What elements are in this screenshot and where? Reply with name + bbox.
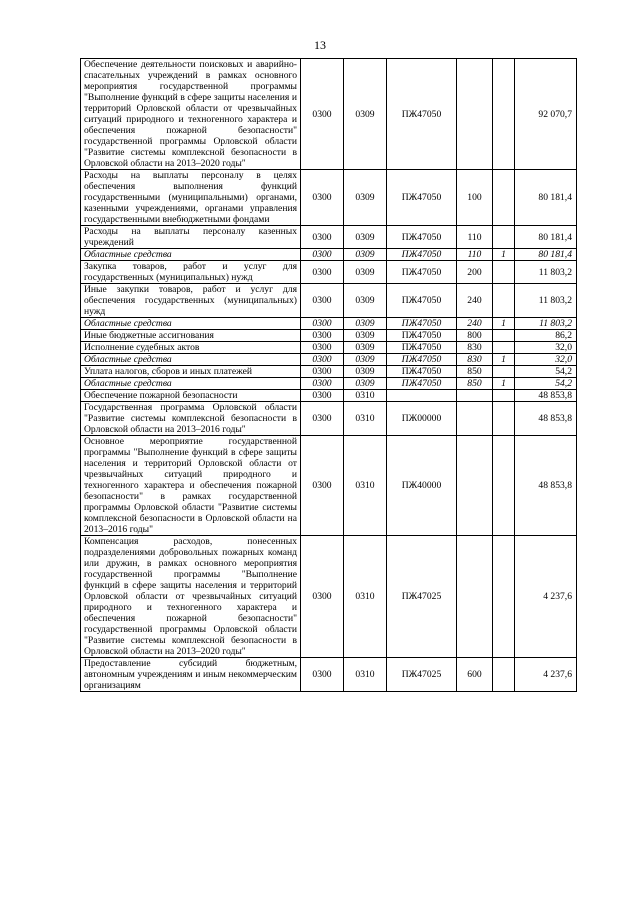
section-code-cell: 0300 [301, 354, 344, 366]
amount-cell: 54,2 [515, 366, 577, 378]
amount-cell: 11 803,2 [515, 261, 577, 284]
section-code-cell: 0300 [301, 59, 344, 170]
target-article-cell: ПЖ47050 [387, 330, 457, 342]
target-article-cell: ПЖ47050 [387, 261, 457, 284]
row-name-cell: Областные средства [81, 378, 301, 390]
subsection-code-cell: 0309 [344, 249, 387, 261]
subsection-code-cell: 0309 [344, 170, 387, 226]
row-name-cell: Закупка товаров, работ и услуг для государственных (муниципальных) нужд [81, 261, 301, 284]
target-article-cell: ПЖ47050 [387, 284, 457, 318]
subsection-code-cell: 0309 [344, 330, 387, 342]
subsection-code-cell: 0310 [344, 536, 387, 658]
expense-type-cell: 110 [457, 226, 493, 249]
expense-type-cell: 240 [457, 318, 493, 330]
table-row [81, 249, 577, 261]
expense-type-cell: 850 [457, 366, 493, 378]
funding-source-cell [493, 402, 515, 436]
amount-cell: 48 853,8 [515, 436, 577, 536]
table-row [81, 436, 577, 536]
funding-source-cell [493, 226, 515, 249]
target-article-cell: ПЖ47050 [387, 366, 457, 378]
expense-type-cell [457, 436, 493, 536]
subsection-code-cell: 0309 [344, 342, 387, 354]
row-name-cell: Областные средства [81, 318, 301, 330]
funding-source-cell [493, 536, 515, 658]
budget-table [80, 58, 577, 692]
section-code-cell: 0300 [301, 170, 344, 226]
subsection-code-cell: 0309 [344, 366, 387, 378]
funding-source-cell [493, 59, 515, 170]
budget-table-body [81, 59, 577, 692]
amount-cell: 86,2 [515, 330, 577, 342]
expense-type-cell: 200 [457, 261, 493, 284]
funding-source-cell [493, 284, 515, 318]
subsection-code-cell: 0309 [344, 226, 387, 249]
expense-type-cell [457, 59, 493, 170]
expense-type-cell: 850 [457, 378, 493, 390]
amount-cell: 4 237,6 [515, 536, 577, 658]
expense-type-cell: 240 [457, 284, 493, 318]
expense-type-cell [457, 536, 493, 658]
expense-type-cell [457, 402, 493, 436]
target-article-cell: ПЖ47050 [387, 354, 457, 366]
section-code-cell: 0300 [301, 318, 344, 330]
funding-source-cell: 1 [493, 354, 515, 366]
subsection-code-cell: 0309 [344, 59, 387, 170]
amount-cell: 4 237,6 [515, 658, 577, 692]
target-article-cell: ПЖ47025 [387, 658, 457, 692]
section-code-cell: 0300 [301, 390, 344, 402]
table-row [81, 318, 577, 330]
section-code-cell: 0300 [301, 378, 344, 390]
row-name-cell: Областные средства [81, 249, 301, 261]
row-name-cell: Расходы на выплаты персоналу казенных учреждений [81, 226, 301, 249]
subsection-code-cell: 0309 [344, 284, 387, 318]
table-row [81, 284, 577, 318]
subsection-code-cell: 0309 [344, 354, 387, 366]
subsection-code-cell: 0309 [344, 378, 387, 390]
funding-source-cell [493, 170, 515, 226]
section-code-cell: 0300 [301, 249, 344, 261]
row-name-cell: Предоставление субсидий бюджетным, автономным учреждениям и иным некоммерческим организациям [81, 658, 301, 692]
row-name-cell: Областные средства [81, 354, 301, 366]
page-number: 13 [314, 38, 326, 52]
expense-type-cell: 800 [457, 330, 493, 342]
target-article-cell: ПЖ00000 [387, 402, 457, 436]
subsection-code-cell: 0309 [344, 318, 387, 330]
section-code-cell: 0300 [301, 366, 344, 378]
target-article-cell: ПЖ47050 [387, 249, 457, 261]
amount-cell: 80 181,4 [515, 226, 577, 249]
table-row [81, 378, 577, 390]
expense-type-cell [457, 390, 493, 402]
funding-source-cell [493, 261, 515, 284]
amount-cell: 32,0 [515, 342, 577, 354]
section-code-cell: 0300 [301, 284, 344, 318]
subsection-code-cell: 0310 [344, 436, 387, 536]
target-article-cell: ПЖ47050 [387, 59, 457, 170]
table-row [81, 226, 577, 249]
row-name-cell: Обеспечение пожарной безопасности [81, 390, 301, 402]
row-name-cell: Обеспечение деятельности поисковых и аварийно-спасательных учреждений в рамках основного мероприятия государственной программы "Выполнение функций в сфере защиты населения и территорий Орловской области от чрезвычайных ситуаций природного и техногенного характера и обеспечения пожарной безопасности" государственной программы Орловской области "Развитие системы комплексной безопасности в Орловской области на 2013–2020 годы" [81, 59, 301, 170]
target-article-cell: ПЖ47050 [387, 318, 457, 330]
table-row [81, 390, 577, 402]
row-name-cell: Компенсация расходов, понесенных подразделениями добровольных пожарных команд или дружин, в рамках основного мероприятия государственной программы "Выполнение функций в сфере защиты населения и территорий Орловской области от чрезвычайных ситуаций природного и техногенного характера и обеспечения пожарной безопасности" государственной программы Орловской области "Развитие системы комплексной безопасности в Орловской области на 2013–2020 годы" [81, 536, 301, 658]
expense-type-cell: 830 [457, 354, 493, 366]
target-article-cell: ПЖ47050 [387, 342, 457, 354]
amount-cell: 11 803,2 [515, 318, 577, 330]
expense-type-cell: 110 [457, 249, 493, 261]
funding-source-cell: 1 [493, 249, 515, 261]
amount-cell: 11 803,2 [515, 284, 577, 318]
section-code-cell: 0300 [301, 402, 344, 436]
amount-cell: 48 853,8 [515, 402, 577, 436]
row-name-cell: Государственная программа Орловской области "Развитие системы комплексной безопасности в Орловской области на 2013–2016 годы" [81, 402, 301, 436]
table-row [81, 59, 577, 170]
table-row [81, 330, 577, 342]
subsection-code-cell: 0310 [344, 658, 387, 692]
target-article-cell: ПЖ47050 [387, 378, 457, 390]
table-row [81, 170, 577, 226]
table-row [81, 658, 577, 692]
funding-source-cell: 1 [493, 378, 515, 390]
section-code-cell: 0300 [301, 330, 344, 342]
section-code-cell: 0300 [301, 261, 344, 284]
section-code-cell: 0300 [301, 226, 344, 249]
target-article-cell: ПЖ47050 [387, 170, 457, 226]
subsection-code-cell: 0310 [344, 402, 387, 436]
row-name-cell: Иные закупки товаров, работ и услуг для обеспечения государственных (муниципальных) нужд [81, 284, 301, 318]
expense-type-cell: 100 [457, 170, 493, 226]
funding-source-cell [493, 436, 515, 536]
row-name-cell: Расходы на выплаты персоналу в целях обеспечения выполнения функций государственными (муниципальными) органами, казенными учреждениями, органами управления государственными внебюджетными фондами [81, 170, 301, 226]
funding-source-cell [493, 658, 515, 692]
section-code-cell: 0300 [301, 436, 344, 536]
funding-source-cell [493, 342, 515, 354]
subsection-code-cell: 0309 [344, 261, 387, 284]
table-row [81, 366, 577, 378]
row-name-cell: Уплата налогов, сборов и иных платежей [81, 366, 301, 378]
expense-type-cell: 830 [457, 342, 493, 354]
target-article-cell: ПЖ47050 [387, 226, 457, 249]
table-row [81, 342, 577, 354]
table-row [81, 402, 577, 436]
table-row [81, 536, 577, 658]
target-article-cell: ПЖ47025 [387, 536, 457, 658]
amount-cell: 92 070,7 [515, 59, 577, 170]
funding-source-cell: 1 [493, 318, 515, 330]
target-article-cell [387, 390, 457, 402]
section-code-cell: 0300 [301, 342, 344, 354]
section-code-cell: 0300 [301, 536, 344, 658]
section-code-cell: 0300 [301, 658, 344, 692]
row-name-cell: Основное мероприятие государственной программы "Выполнение функций в сфере защиты населения и территорий Орловской области от чрезвычайных ситуаций природного и техногенного характера и обеспечения пожарной безопасности" в рамках государственной программы Орловской области "Развитие системы комплексной безопасности в Орловской области на 2013–2016 годы" [81, 436, 301, 536]
funding-source-cell [493, 366, 515, 378]
table-row [81, 354, 577, 366]
amount-cell: 80 181,4 [515, 170, 577, 226]
target-article-cell: ПЖ40000 [387, 436, 457, 536]
amount-cell: 54,2 [515, 378, 577, 390]
table-row [81, 261, 577, 284]
subsection-code-cell: 0310 [344, 390, 387, 402]
row-name-cell: Иные бюджетные ассигнования [81, 330, 301, 342]
funding-source-cell [493, 390, 515, 402]
amount-cell: 32,0 [515, 354, 577, 366]
amount-cell: 48 853,8 [515, 390, 577, 402]
expense-type-cell: 600 [457, 658, 493, 692]
funding-source-cell [493, 330, 515, 342]
amount-cell: 80 181,4 [515, 249, 577, 261]
row-name-cell: Исполнение судебных актов [81, 342, 301, 354]
